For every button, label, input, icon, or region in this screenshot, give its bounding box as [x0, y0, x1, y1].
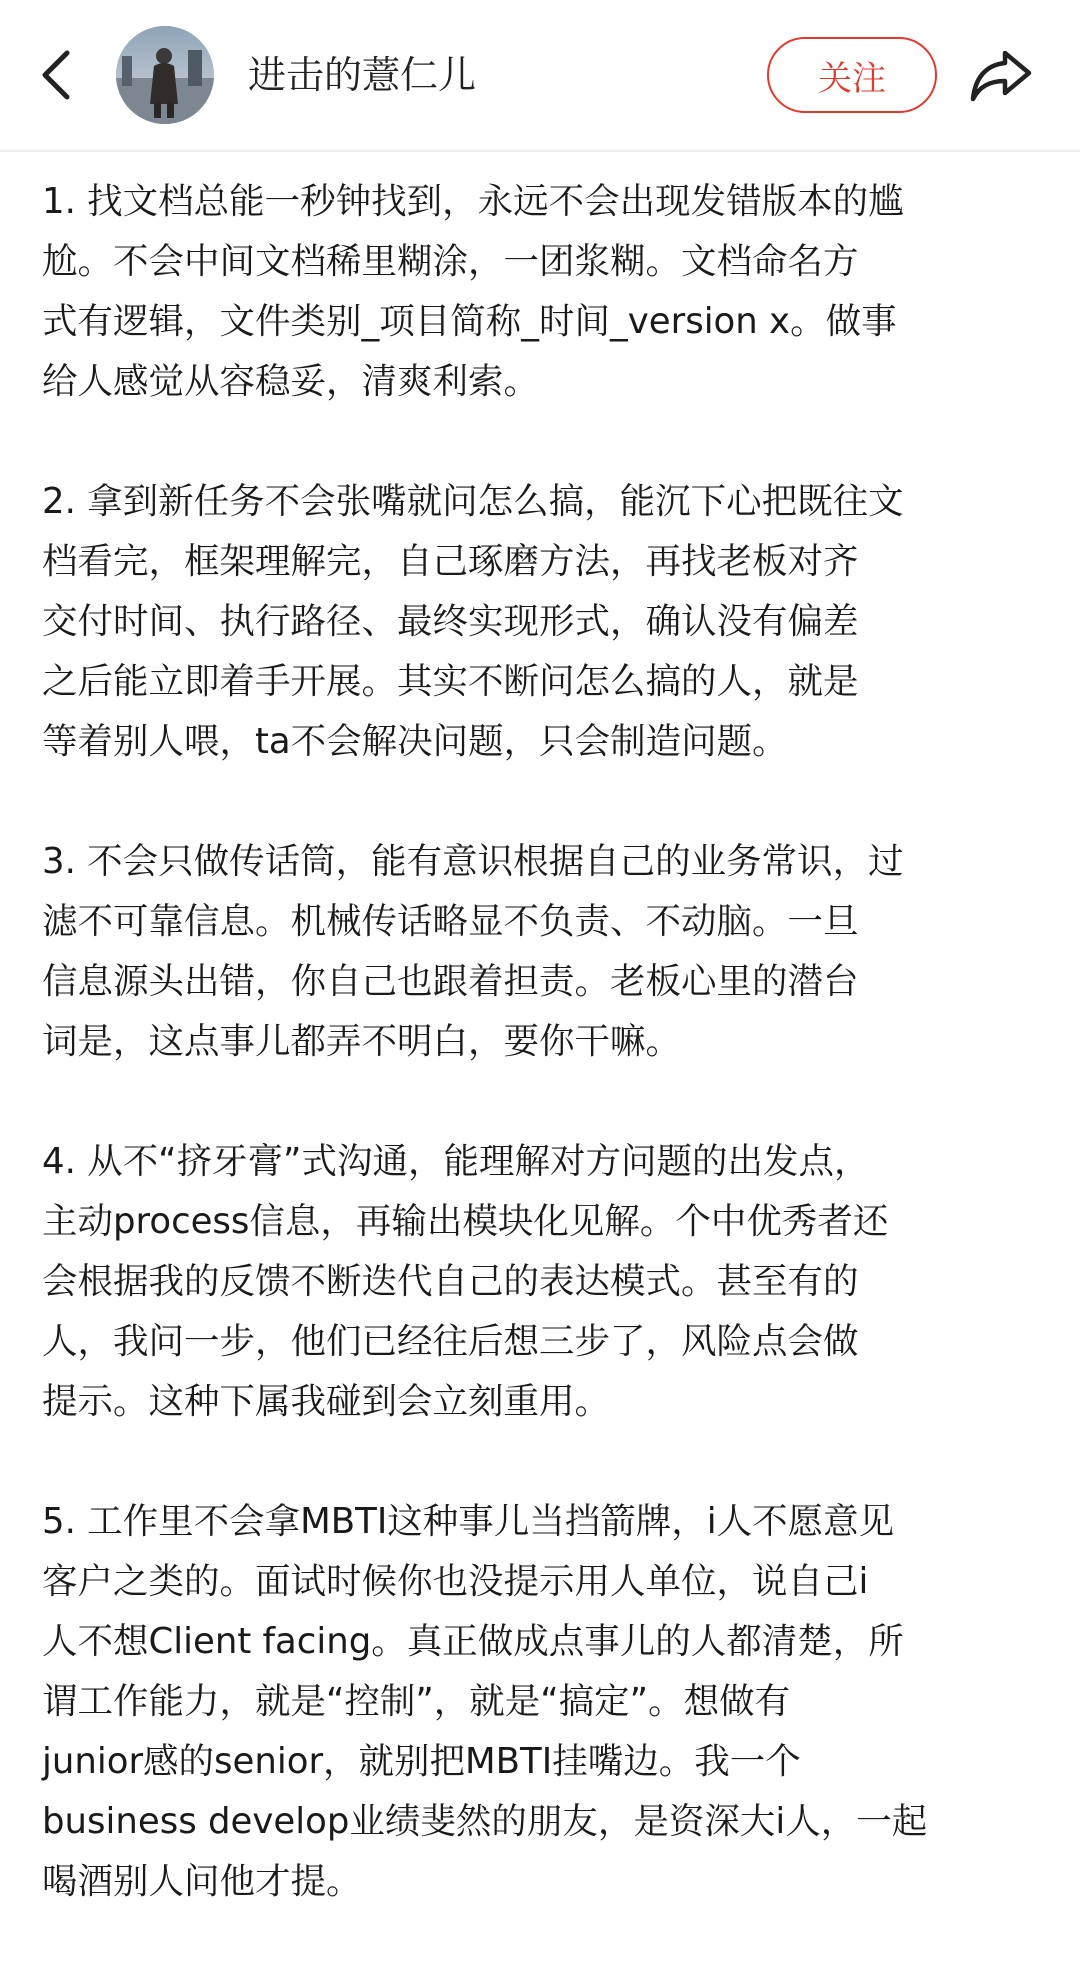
back-button[interactable] — [30, 40, 80, 110]
post-paragraph — [42, 472, 1042, 772]
text-line: 词是，这点事儿都弄不明白，要你干嘛。 — [42, 1021, 682, 1062]
post-content — [42, 172, 1042, 1912]
text-line: 之后能立即着手开展。其实不断问怎么搞的人，就是 — [42, 661, 859, 702]
text-line: 提示。这种下属我碰到会立刻重用。 — [42, 1381, 611, 1422]
text-line: 等着别人喂，ta不会解决问题，只会制造问题。 — [42, 721, 788, 762]
chevron-left-icon — [39, 49, 71, 101]
text-line: 档看完，框架理解完，自己琢磨方法，再找老板对齐 — [42, 541, 859, 582]
avatar-photo-icon — [116, 26, 214, 124]
text-line: 交付时间、执行路径、最终实现形式，确认没有偏差 — [42, 601, 859, 642]
text-line: 喝酒别人问他才提。 — [42, 1861, 362, 1902]
text-line: 人，我问一步，他们已经往后想三步了，风险点会做 — [42, 1321, 859, 1362]
text-line: 式有逻辑，文件类别_项目简称_时间_version x。做事 — [42, 301, 897, 342]
text-line: 尬。不会中间文档稀里糊涂，一团浆糊。文档命名方 — [42, 241, 859, 282]
text-line: 会根据我的反馈不断迭代自己的表达模式。甚至有的 — [42, 1261, 859, 1302]
text-line: 人不想Client facing。真正做成点事儿的人都清楚，所 — [42, 1621, 904, 1662]
text-line: 4. 从不“挤牙膏”式沟通，能理解对方问题的出发点， — [42, 1141, 870, 1182]
text-line: 谓工作能力，就是“控制”，就是“搞定”。想做有 — [42, 1681, 791, 1722]
share-button[interactable] — [966, 42, 1036, 108]
follow-button[interactable]: 关注 — [767, 37, 937, 113]
text-line: 主动process信息，再输出模块化见解。个中优秀者还 — [42, 1201, 889, 1242]
avatar[interactable] — [116, 26, 214, 124]
text-line: 客户之类的。面试时候你也没提示用人单位，说自己i — [42, 1561, 869, 1602]
post-paragraph — [42, 1492, 1042, 1912]
text-line: 2. 拿到新任务不会张嘴就问怎么搞，能沉下心把既往文 — [42, 481, 904, 522]
text-line: 1. 找文档总能一秒钟找到，永远不会出现发错版本的尴 — [42, 181, 904, 222]
text-line: 滤不可靠信息。机械传话略显不负责、不动脑。一旦 — [42, 901, 859, 942]
share-arrow-icon — [969, 47, 1033, 103]
post-paragraph — [42, 1132, 1042, 1432]
post-paragraph — [42, 172, 1042, 412]
text-line: 信息源头出错，你自己也跟着担责。老板心里的潜台 — [42, 961, 859, 1002]
text-line: 给人感觉从容稳妥，清爽利索。 — [42, 361, 540, 402]
text-line: 3. 不会只做传话筒，能有意识根据自己的业务常识，过 — [42, 841, 904, 882]
text-line: 5. 工作里不会拿MBTI这种事儿当挡箭牌，i人不愿意见 — [42, 1501, 895, 1542]
post-paragraph — [42, 832, 1042, 1072]
top-bar — [0, 0, 1080, 152]
text-line: junior感的senior，就别把MBTI挂嘴边。我一个 — [42, 1741, 801, 1782]
username[interactable]: 进击的薏仁儿 — [248, 53, 477, 97]
text-line: business develop业绩斐然的朋友，是资深大i人，一起 — [42, 1801, 928, 1842]
